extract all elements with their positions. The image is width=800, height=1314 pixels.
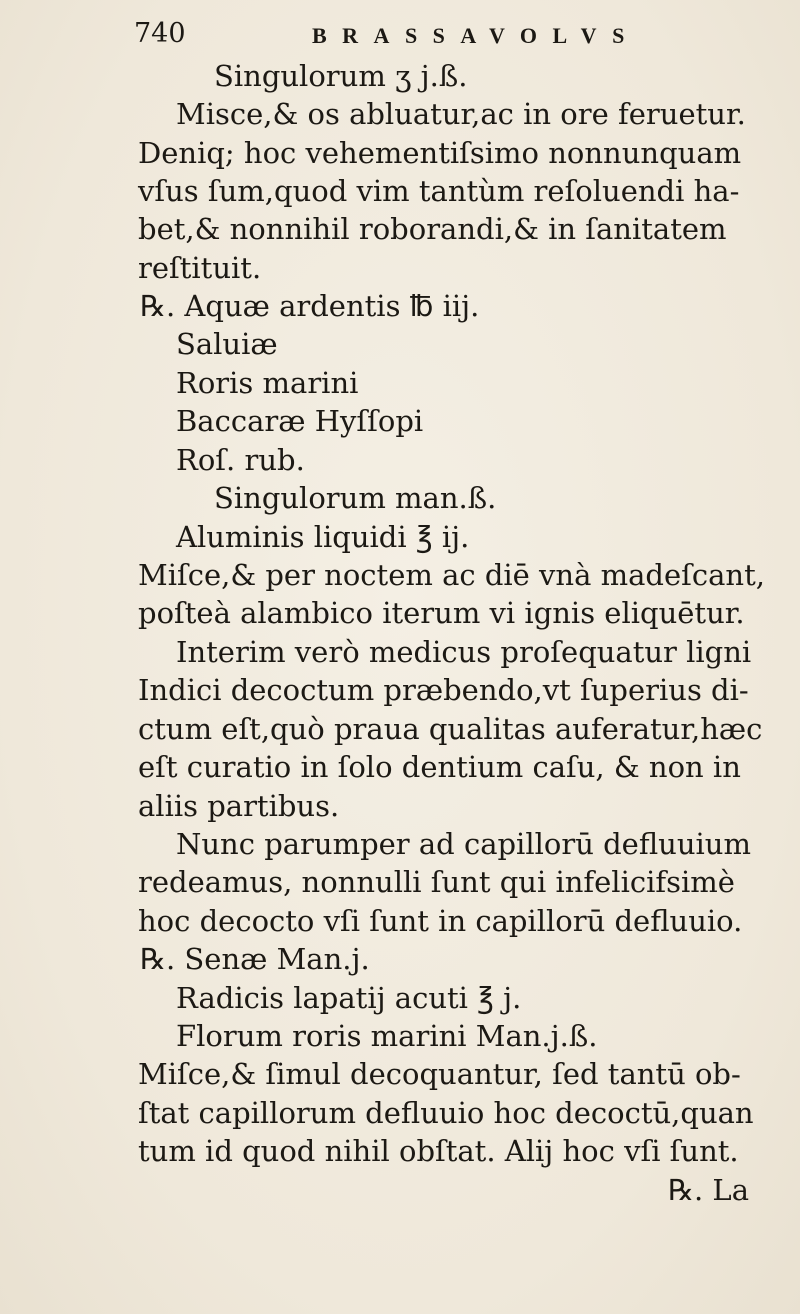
page-number: 740: [134, 18, 186, 49]
text-line: Baccaræ Hyſſopi: [176, 404, 424, 438]
text-line: Miſce,& per noctem ac diē vnà madeſcant,: [138, 558, 765, 592]
text-line: eſt curatio in ſolo dentium caſu, & non in: [138, 750, 741, 784]
text-line: ſtat capillorum defluuio hoc decoctū,quan: [138, 1096, 754, 1130]
text-line: reſtituit.: [138, 251, 262, 285]
text-line: Roſ. rub.: [176, 443, 305, 477]
text-line: Singulorum ʒ j.ß.: [214, 59, 468, 93]
text-line: poſteà alambico iterum vi ignis eliquētur.: [138, 596, 745, 630]
text-line: bet,& nonnihil roborandi,& in ſanitatem: [138, 212, 727, 246]
running-title: BRASSAVOLVS: [312, 23, 640, 48]
text-line: Singulorum man.ß.: [214, 481, 497, 515]
text-line: redeamus, nonnulli ſunt qui infelicifsimè: [138, 865, 735, 899]
text-line: Misce,& os abluatur,ac in ore feruetur.: [176, 97, 746, 131]
text-line: ℞. Aquæ ardentis ℔ iij.: [140, 289, 480, 323]
text-line: Roris marini: [176, 366, 359, 400]
text-line: Florum roris marini Man.j.ß.: [176, 1019, 598, 1053]
text-line: Saluiæ: [176, 327, 278, 361]
text-line: Deniq; hoc vehementiſsimo nonnunquam: [138, 136, 742, 170]
text-line: aliis partibus.: [138, 789, 340, 823]
text-line: vſus ſum,quod vim tantùm reſoluendi ha-: [138, 174, 740, 208]
text-line: ctum eſt,quò praua qualitas auferatur,hæc: [138, 712, 763, 746]
page-header: [134, 14, 774, 54]
text-line: Radicis lapatij acuti ℥ j.: [176, 981, 522, 1015]
text-line: hoc decocto vſi ſunt in capillorū defluuio.: [138, 904, 743, 938]
text-line: Interim verò medicus proſequatur ligni: [176, 635, 752, 669]
text-line: Nunc parumper ad capillorū defluuium: [176, 827, 751, 861]
text-line: Aluminis liquidi ℥ ij.: [176, 520, 470, 554]
catchword: ℞. La: [668, 1173, 749, 1207]
text-line: Indici decoctum præbendo,vt ſuperius di-: [138, 673, 749, 707]
text-line: ℞. Senæ Man.j.: [140, 942, 370, 976]
text-line: tum id quod nihil obſtat. Alij hoc vſi ſunt.: [138, 1134, 739, 1168]
text-line: Miſce,& ſimul decoquantur, ſed tantū ob-: [138, 1057, 741, 1091]
